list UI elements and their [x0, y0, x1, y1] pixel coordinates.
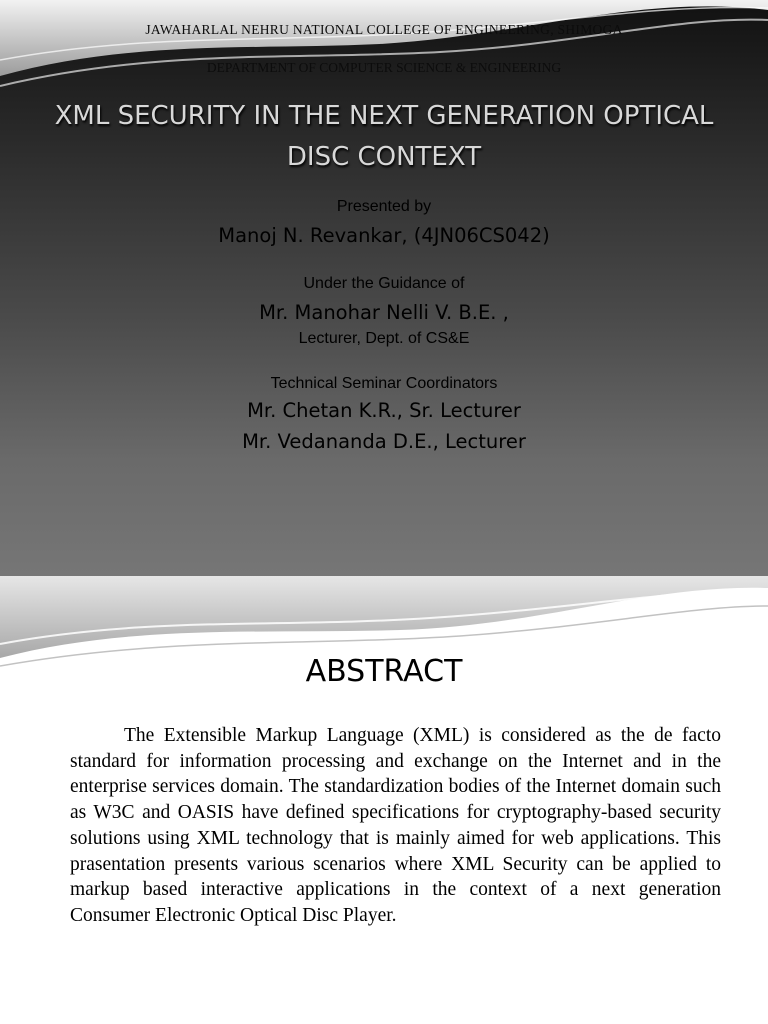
college-name: JAWAHARLAL NEHRU NATIONAL COLLEGE OF ENGINEERING, SHIMOGA [145, 22, 623, 37]
presenter-name: Manoj N. Revankar, (4JN06CS042) [218, 224, 550, 247]
coordinator-name: Mr. Chetan K.R., Sr. Lecturer [247, 399, 521, 422]
abstract-heading: ABSTRACT [305, 654, 463, 689]
guide-role: Lecturer, Dept. of CS&E [298, 330, 470, 347]
presented-by-label: Presented by [336, 198, 432, 215]
guidance-label: Under the Guidance of [303, 275, 465, 292]
coordinators-label: Technical Seminar Coordinators [270, 375, 498, 392]
abstract-body: The Extensible Markup Language (XML) is considered as the de facto standard for information processing and exchange on the Internet and in the enterprise services domain. The standardization bodies of the Internet domain such as W3C and OASIS have defined specifications for cryptography-based security solutions using XML technology that is mainly aimed for web applications. This prasentation presents various scenarios where XML Security can be applied to markup based interactive applications in the context of a next generation Consumer Electronic Optical Disc Player. [70, 725, 721, 926]
slide-title: XML SECURITY IN THE NEXT GENERATION OPTICAL DISC CONTEXT [54, 101, 714, 172]
wave-decoration [0, 0, 768, 110]
guide-name: Mr. Manohar Nelli V. B.E. , [259, 301, 509, 324]
coordinator-name: Mr. Vedananda D.E., Lecturer [242, 430, 526, 453]
department-name: DEPARTMENT OF COMPUTER SCIENCE & ENGINEERING [206, 60, 562, 75]
abstract-slide [0, 576, 768, 1024]
